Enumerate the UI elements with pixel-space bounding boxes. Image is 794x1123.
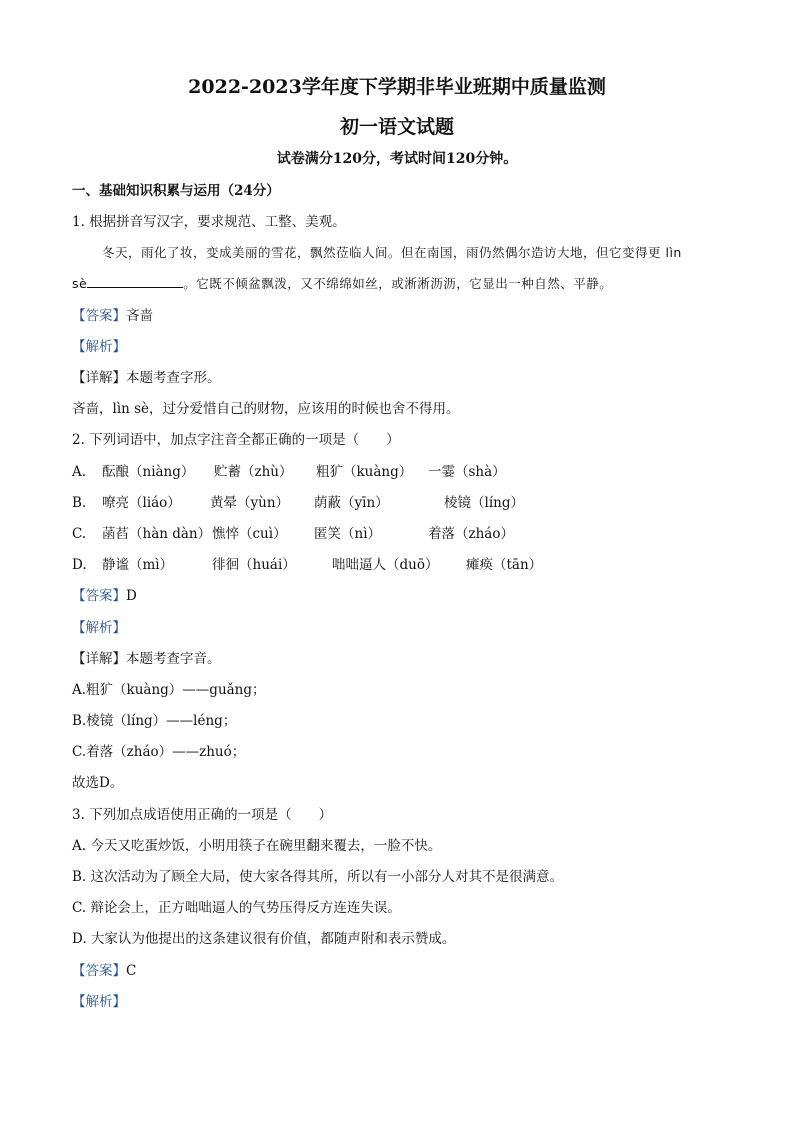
q2-option-d xyxy=(72,555,542,575)
q2-explanation-c: C.着落（zháo）——zhuó； xyxy=(72,744,246,760)
detail-text: 本题考查字形。 xyxy=(126,370,221,386)
q1-stem: 1. 根据拼音写汉字，要求规范、工整、美观。 xyxy=(72,214,346,230)
q2-answer xyxy=(72,586,137,606)
option-letter: A. xyxy=(72,464,87,480)
q3-option-d: D. 大家认为他提出的这条建议很有价值，都随声附和表示赞成。 xyxy=(72,931,456,947)
answer-label: 【答案】 xyxy=(72,963,126,979)
q1-answer-blank xyxy=(87,275,183,288)
page-subtitle: 初一语文试题 xyxy=(339,116,454,138)
option-item: 一霎（shà） xyxy=(428,464,506,480)
option-item: 贮蓄（zhù） xyxy=(214,464,293,480)
option-item: 徘徊（huái） xyxy=(212,557,296,573)
q1-pinyin-continued: sè xyxy=(72,276,88,291)
q2-detail xyxy=(72,649,221,669)
page-title: 2022-2023学年度下学期非毕业班期中质量监测 xyxy=(188,76,606,98)
answer-value: C xyxy=(126,963,137,979)
answer-value: 吝啬 xyxy=(126,308,153,324)
section-heading: 一、基础知识积累与运用（24分） xyxy=(72,183,280,199)
detail-label: 【详解】 xyxy=(72,370,126,386)
option-letter: B. xyxy=(72,495,87,511)
option-item: 着落（zháo） xyxy=(428,526,514,542)
answer-label: 【答案】 xyxy=(72,588,126,604)
q1-analysis-label: 【解析】 xyxy=(72,339,126,355)
option-letter: D. xyxy=(72,557,87,573)
option-item: 憔悴（cuì） xyxy=(212,526,287,542)
option-item: 酝酿（niàng） xyxy=(102,464,195,480)
q2-explanation-a: A.粗犷（kuàng）——guǎng； xyxy=(72,682,266,698)
q1-passage-rest: 。它既不倾盆飘泼，又不绵绵如丝，或淅淅沥沥，它显出一种自然、平静。 xyxy=(183,276,613,291)
option-item: 荫蔽（yīn） xyxy=(314,495,389,511)
q3-option-b: B. 这次活动为了顾全大局，使大家各得其所，所以有一小部分人对其不是很满意。 xyxy=(72,869,564,885)
q2-option-a xyxy=(72,462,506,482)
q2-option-b xyxy=(72,493,524,513)
option-item: 瘫痪（tān） xyxy=(466,557,543,573)
option-letter: C. xyxy=(72,526,87,542)
q1-detail xyxy=(72,368,221,388)
option-item: 匿笑（nì） xyxy=(314,526,382,542)
q2-option-c xyxy=(72,524,514,544)
q2-analysis-label: 【解析】 xyxy=(72,620,126,636)
q1-explanation: 吝啬，lìn sè，过分爱惜自己的财物，应该用的时候也舍不得用。 xyxy=(72,401,460,417)
option-item: 静谧（mì） xyxy=(102,557,174,573)
q2-conclusion: 故选D。 xyxy=(72,775,124,791)
option-item: 棱镜（líng） xyxy=(444,495,524,511)
q1-passage-line1: 冬天，雨化了妆，变成美丽的雪花，飘然莅临人间。但在南国，雨仍然偶尔造访大地，但它变得更 lìn xyxy=(102,245,682,260)
q3-stem: 3. 下列加点成语使用正确的一项是（ ） xyxy=(72,807,333,823)
option-item: 黄晕（yùn） xyxy=(210,495,290,511)
q2-stem: 2. 下列词语中，加点字注音全都正确的一项是（ ） xyxy=(72,432,400,448)
q3-option-c: C. 辩论会上，正方咄咄逼人的气势压得反方连连失误。 xyxy=(72,900,401,916)
detail-text: 本题考查字音。 xyxy=(126,651,221,667)
option-item: 菡萏（hàn dàn） xyxy=(102,526,212,542)
q2-explanation-b: B.棱镜（líng）——léng； xyxy=(72,713,237,729)
option-item: 咄咄逼人（duō） xyxy=(332,557,439,573)
q3-analysis-label: 【解析】 xyxy=(72,994,126,1010)
answer-value: D xyxy=(126,588,137,604)
option-item: 嘹亮（liáo） xyxy=(102,495,181,511)
q1-answer xyxy=(72,306,153,326)
exam-note: 试卷满分120分，考试时间120分钟。 xyxy=(276,151,518,167)
q3-option-a: A. 今天又吃蛋炒饭，小明用筷子在碗里翻来覆去，一脸不快。 xyxy=(72,838,442,854)
detail-label: 【详解】 xyxy=(72,651,126,667)
q3-answer xyxy=(72,961,136,981)
q1-passage-line2 xyxy=(72,274,612,294)
answer-label: 【答案】 xyxy=(72,308,126,324)
option-item: 粗犷（kuàng） xyxy=(316,464,413,480)
